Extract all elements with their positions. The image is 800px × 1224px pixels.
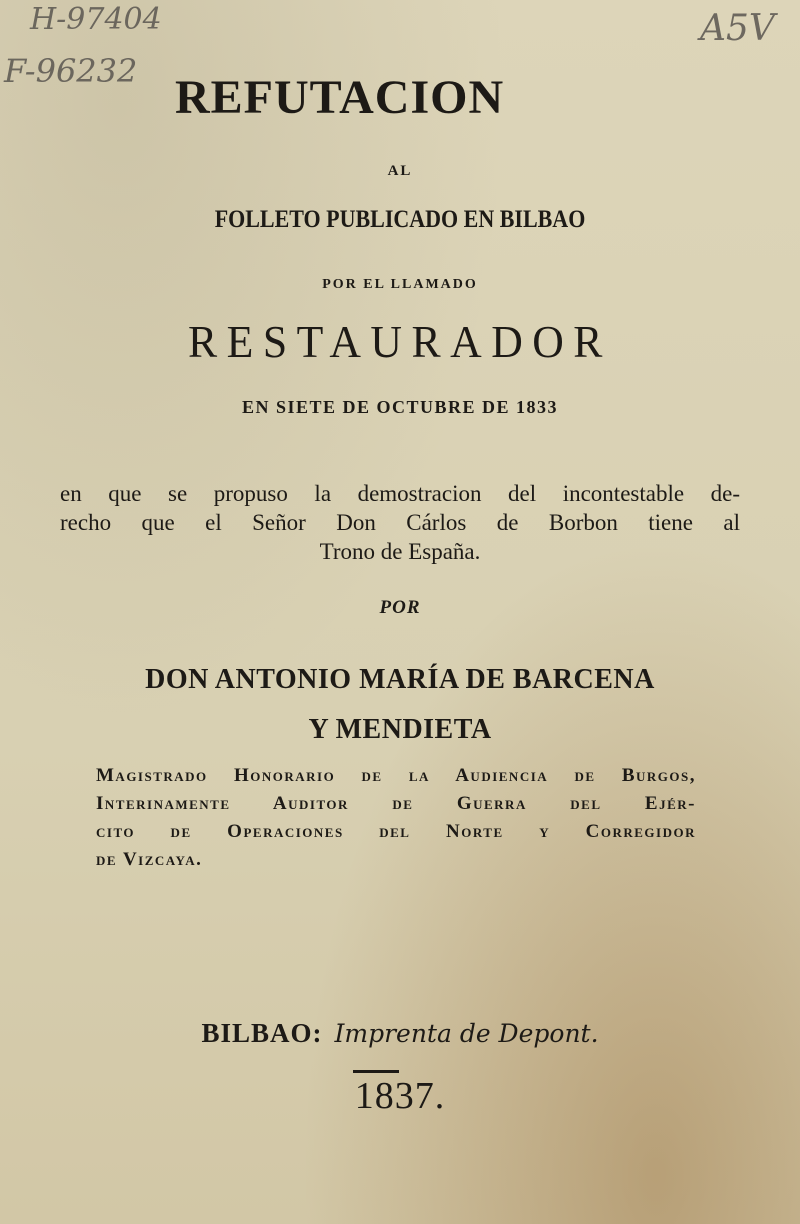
handwritten-corner-mark: A5V [700, 8, 775, 49]
credentials-line-3: cito de Operaciones del Norte y Corregidor [96, 821, 696, 842]
date-line: EN SIETE DE OCTUBRE DE 1833 [241, 397, 559, 417]
main-title: REFUTACION [175, 71, 505, 124]
newspaper-name: RESTAURADOR [188, 316, 612, 367]
by-the-so-called-line: POR EL LLAMADO [322, 277, 478, 292]
connector-al: AL [387, 163, 413, 179]
year-rule [353, 1070, 399, 1073]
publication-year: 1837. [354, 1075, 446, 1117]
credentials-line-2: Interinamente Auditor de Guerra del Ejér- [96, 793, 696, 814]
imprint-city: BILBAO: [201, 1018, 323, 1048]
description-paragraph [60, 479, 740, 566]
description-line-2: recho que el Señor Don Cárlos de Borbon tiene al [60, 510, 740, 535]
handwritten-shelfmark-top: H-97404 [30, 2, 162, 37]
author-credentials [96, 762, 696, 874]
imprint-printer: Imprenta de Depont. [334, 1019, 599, 1048]
imprint-line [0, 1018, 800, 1049]
author-name-line-2: Y MENDIETA [308, 714, 492, 745]
author-name-line-1: DON ANTONIO MARÍA DE BARCENA [145, 664, 655, 695]
credentials-line-4: de Vizcaya. [96, 849, 203, 870]
credentials-line-1: Magistrado Honorario de la Audiencia de Burgos, [96, 765, 696, 786]
handwritten-shelfmark-left: F-96232 [4, 52, 138, 90]
description-line-3: Trono de España. [319, 539, 481, 564]
por-line: POR [379, 597, 421, 618]
subject-line: FOLLETO PUBLICADO EN BILBAO [214, 206, 586, 233]
description-line-1: en que se propuso la demostracion del incontestable de- [60, 481, 740, 506]
